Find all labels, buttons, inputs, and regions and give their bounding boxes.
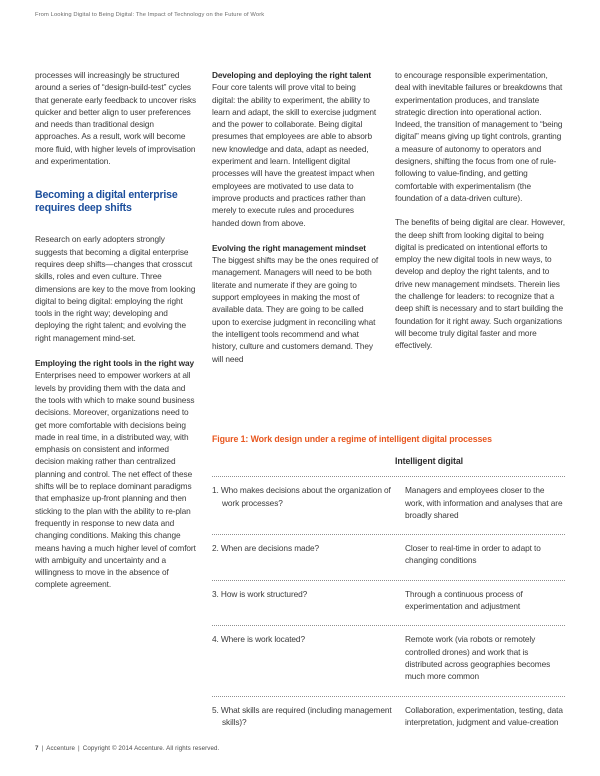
table-question: 4. Where is work located? <box>212 634 305 645</box>
table-question: 2. When are decisions made? <box>212 543 320 554</box>
paragraph: The biggest shifts may be the ones required of management. Managers will need to be both literate and numerate if they are going to support employees in making the most of available data. They are going to be called upon to exercise judgment in reconciling what the intelligent tools recommend and what history, culture and customers demand. They will need <box>212 255 379 364</box>
figure-caption: Figure 1: Work design under a regime of intelligent digital processes <box>212 434 492 444</box>
table-question: 3. How is work structured? <box>212 588 308 599</box>
subheading: Employing the right tools in the right way <box>35 358 194 369</box>
figure-table <box>212 455 565 741</box>
page-content <box>35 69 565 741</box>
paragraph: to encourage responsible experimentation, deal with inevitable failures or breakdowns that experimentation produces, and translate strategic direction into operational action. Indeed, the transition of management to “being digital” means giving up tight controls, granting a measure of autonomy to operators and designers, shifting the focus from one of rule-following to value-finding, and getting comfortable with experimentalism (the foundation of a data-driven culture). <box>395 70 563 203</box>
table-row <box>212 696 565 742</box>
table-row <box>212 476 565 534</box>
table-answer: Managers and employees closer to the work, with information and analyses that are broadly shared <box>405 485 563 520</box>
table-row <box>212 580 565 626</box>
paragraph: Enterprises need to empower workers at all levels by providing them with the data and the tools with which to make sound business decisions. Moreover, organizations need to get more comfortable with decisions being made in real time, in a distributed way, with emphasis on consistent and informed decision making rather than centralized planning and control. The net effect of these shifts will be to replace dominant paradigms that emphasize up-front planning and then sticking to the plan with the ability to re-plan frequently in response to new data and changing conditions. Making this change means having a much higher level of comfort with ambiguity and uncertainty and a willingness to move in the absence of complete agreement. <box>35 370 196 590</box>
table-header-spacer <box>212 455 395 467</box>
text-column-3 <box>395 69 565 434</box>
text-column-2 <box>212 69 380 434</box>
table-answer: Through a continuous process of experimentation and adjustment <box>405 588 523 612</box>
table-row <box>212 625 565 695</box>
footer-brand: Accenture <box>46 745 76 752</box>
table-question: 1. Who makes decisions about the organization of work processes? <box>212 485 391 508</box>
table-row <box>212 534 565 580</box>
running-header: From Looking Digital to Being Digital: The Impact of Technology on the Future of Work <box>35 12 265 18</box>
footer-copyright: Copyright © 2014 Accenture. All rights reserved. <box>82 745 220 752</box>
subheading: Developing and deploying the right talent <box>212 70 372 80</box>
right-text-columns <box>212 69 565 434</box>
table-answer: Closer to real-time in order to adapt to changing conditions <box>405 543 541 566</box>
footer-separator: | <box>78 745 80 752</box>
section-heading: Becoming a digital enterprise requires deep shifts <box>35 189 178 215</box>
paragraph: The benefits of being digital are clear. However, the deep shift from looking digital to being digital is predicated on intentional efforts to employ the new digital tools in new ways, to develop and deploy the right talents, and to drive new management mindsets. Therein lies the challenge for leaders: to recognize that a deep shift is necessary and to start building the foundation for it right away. Such organizations will become truly digital faster and more effectively. <box>395 217 565 351</box>
table-answer: Collaboration, experimentation, testing, data interpretation, judgment and value-creation <box>405 704 563 727</box>
paragraph: processes will increasingly be structured around a series of “design-build-test” cycles that generate early feedback to uncover risks quicker and better align to user preferences and needs than traditional design approaches. As a result, work will become more fluid, with higher levels of improvisation and experimentation. <box>35 70 197 167</box>
text-column-1 <box>35 69 197 741</box>
page-footer <box>35 745 219 752</box>
page-number: 7 <box>35 745 39 752</box>
paragraph: Research on early adopters strongly suggests that becoming a digital enterprise requires deep shifts—changes that crosscut skills, roles and even culture. Three dimensions are key to the move from looking digital to being digital: employing the right tools in the right way; developing and deploying the right talent; and evolving the right management mind-set. <box>35 234 196 343</box>
subheading: Evolving the right management mindset <box>212 242 366 253</box>
figure-1 <box>212 434 565 741</box>
table-answer: Remote work (via robots or remotely controlled drones) and work that is distributed across geographies becomes much more common <box>405 634 551 682</box>
table-column-header: Intelligent digital <box>395 456 463 466</box>
footer-separator: | <box>41 745 44 752</box>
right-region <box>212 69 565 741</box>
table-question: 5. What skills are required (including management skills)? <box>212 704 392 727</box>
paragraph: Four core talents will prove vital to being digital: the ability to experiment, the ability to learn and adapt, the skill to exercise judgment and the power to collaborate. Being digital presumes that employees are able to absorb new knowledge and data, adapt as needed, experiment and learn. Intelligent digital processes will have the greatest impact when employees are motivated to use data to improve products and practices rather than merely to execute rules and procedures handed down from above. <box>212 82 377 228</box>
table-header-row <box>212 455 565 476</box>
